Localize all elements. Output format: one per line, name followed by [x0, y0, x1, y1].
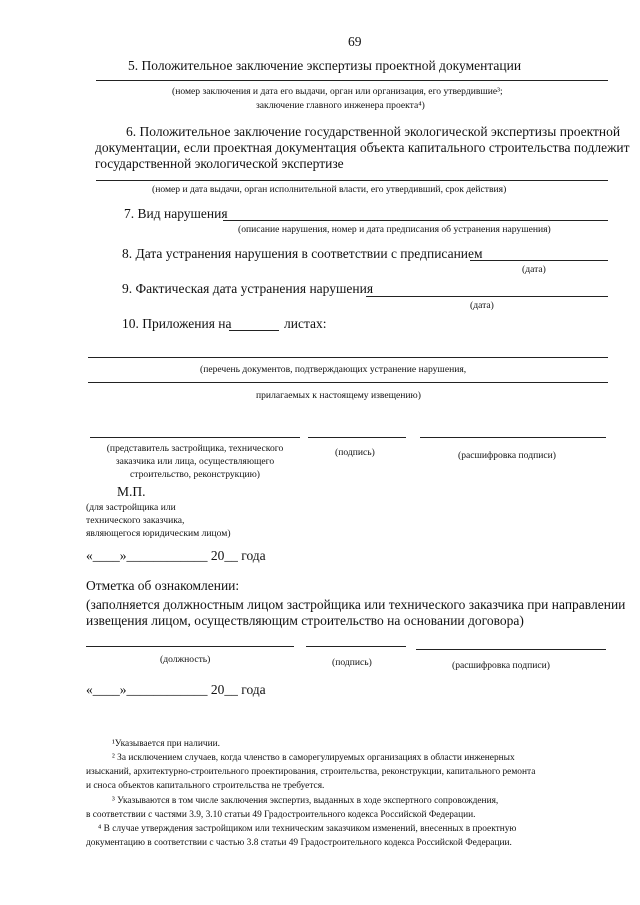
- stamp-note-1: (для застройщика или: [86, 502, 176, 513]
- position-field[interactable]: [86, 646, 294, 647]
- stamp-note-2: технического заказчика,: [86, 515, 185, 526]
- acknowledgement-note-1: (заполняется должностным лицом застройщика или технического заказчика при направлении: [86, 597, 626, 612]
- section-7-label: 7. Вид нарушения: [124, 206, 228, 221]
- footnote-2-line-1: ² За исключением случаев, когда членство в саморегулируемых организациях в области инженерных: [112, 753, 515, 763]
- footnote-4-line-2: документацию в соответствии с частью 3.8 статьи 49 Градостроительного кодекса Российской Федерации.: [86, 838, 512, 848]
- footnote-4-line-1: ⁴ В случае утверждения застройщиком или техническим заказчиком изменений, внесенных в проектную: [98, 824, 517, 834]
- section-9-note: (дата): [470, 300, 494, 311]
- section-10-label-a: 10. Приложения на: [122, 316, 232, 331]
- acknowledgement-note-2: извещения лицом, осуществляющим строительство на основании договора): [86, 613, 524, 628]
- stamp-mark: М.П.: [117, 484, 146, 499]
- section-7-note: (описание нарушения, номер и дата предписания об устранения нарушения): [238, 224, 551, 235]
- violation-type-field[interactable]: [223, 220, 608, 221]
- signature-decode-field-2[interactable]: [416, 649, 606, 650]
- representative-note-2: заказчика или лица, осуществляющего: [115, 456, 275, 467]
- signature-decode-field[interactable]: [420, 437, 606, 438]
- footnote-2-line-3: и сноса объектов капитального строительства не требуется.: [86, 781, 325, 791]
- section-9-label: 9. Фактическая дата устранения нарушения: [122, 281, 374, 296]
- section-8-note: (дата): [522, 264, 546, 275]
- elimination-date-field[interactable]: [470, 260, 608, 261]
- section-6-line-1: 6. Положительное заключение государственной экологической экспертизы проектной: [126, 124, 621, 139]
- signature-decode-note-2: (расшифровка подписи): [452, 660, 550, 671]
- date-field-1[interactable]: «____»____________ 20__ года: [86, 548, 266, 563]
- attachments-field-line-1[interactable]: [88, 357, 608, 358]
- stamp-note-3: являющегося юридическим лицом): [86, 528, 231, 539]
- section-5-note-2: заключение главного инженера проекта⁴): [256, 100, 425, 111]
- position-note: (должность): [160, 654, 211, 665]
- section-6-field-line[interactable]: [96, 180, 608, 181]
- signature-field[interactable]: [308, 437, 406, 438]
- footnote-2-line-2: изысканий, архитектурно-строительного проектирования, строительства, реконструкции, капитального ремонта: [86, 767, 536, 777]
- section-10-note-1: (перечень документов, подтверждающих устранение нарушения,: [200, 364, 467, 375]
- section-5-note-1: (номер заключения и дата его выдачи, орган или организация, его утвердившие³;: [172, 86, 503, 97]
- representative-field[interactable]: [90, 437, 300, 438]
- footnote-3-line-2: в соответствии с частями 3.9, 3.10 статьи 49 Градостроительного кодекса Российской Федерации.: [86, 810, 476, 820]
- actual-elimination-date-field[interactable]: [366, 296, 608, 297]
- sheets-count-field[interactable]: [229, 330, 279, 331]
- attachments-field-line-2[interactable]: [88, 382, 608, 383]
- signature-note-2: (подпись): [332, 657, 372, 668]
- signature-field-2[interactable]: [306, 646, 406, 647]
- section-10-note-2: прилагаемых к настоящему извещению): [256, 390, 421, 401]
- date-field-2[interactable]: «____»____________ 20__ года: [86, 682, 266, 697]
- section-6-line-2: документации, если проектная документация объекта капитального строительства подлежит: [95, 140, 630, 155]
- page-number: 69: [348, 34, 362, 49]
- signature-note: (подпись): [335, 447, 375, 458]
- representative-note-1: (представитель застройщика, технического: [106, 443, 284, 454]
- section-10-label-b: листах:: [284, 316, 327, 331]
- footnote-1: ¹Указывается при наличии.: [112, 739, 220, 749]
- footnote-3-line-1: ³ Указываются в том числе заключения экспертиз, выданных в ходе экспертного сопровождения,: [112, 796, 499, 806]
- representative-note-3: строительство, реконструкцию): [130, 469, 260, 480]
- section-5-field-line[interactable]: [96, 80, 608, 81]
- signature-decode-note: (расшифровка подписи): [458, 450, 556, 461]
- section-6-line-3: государственной экологической экспертизе: [95, 156, 344, 171]
- acknowledgement-title: Отметка об ознакомлении:: [86, 578, 240, 593]
- section-5-title: 5. Положительное заключение экспертизы проектной документации: [128, 58, 522, 73]
- section-6-note: (номер и дата выдачи, орган исполнительной власти, его утвердивший, срок действия): [152, 184, 507, 195]
- section-8-label: 8. Дата устранения нарушения в соответствии с предписанием: [122, 246, 483, 261]
